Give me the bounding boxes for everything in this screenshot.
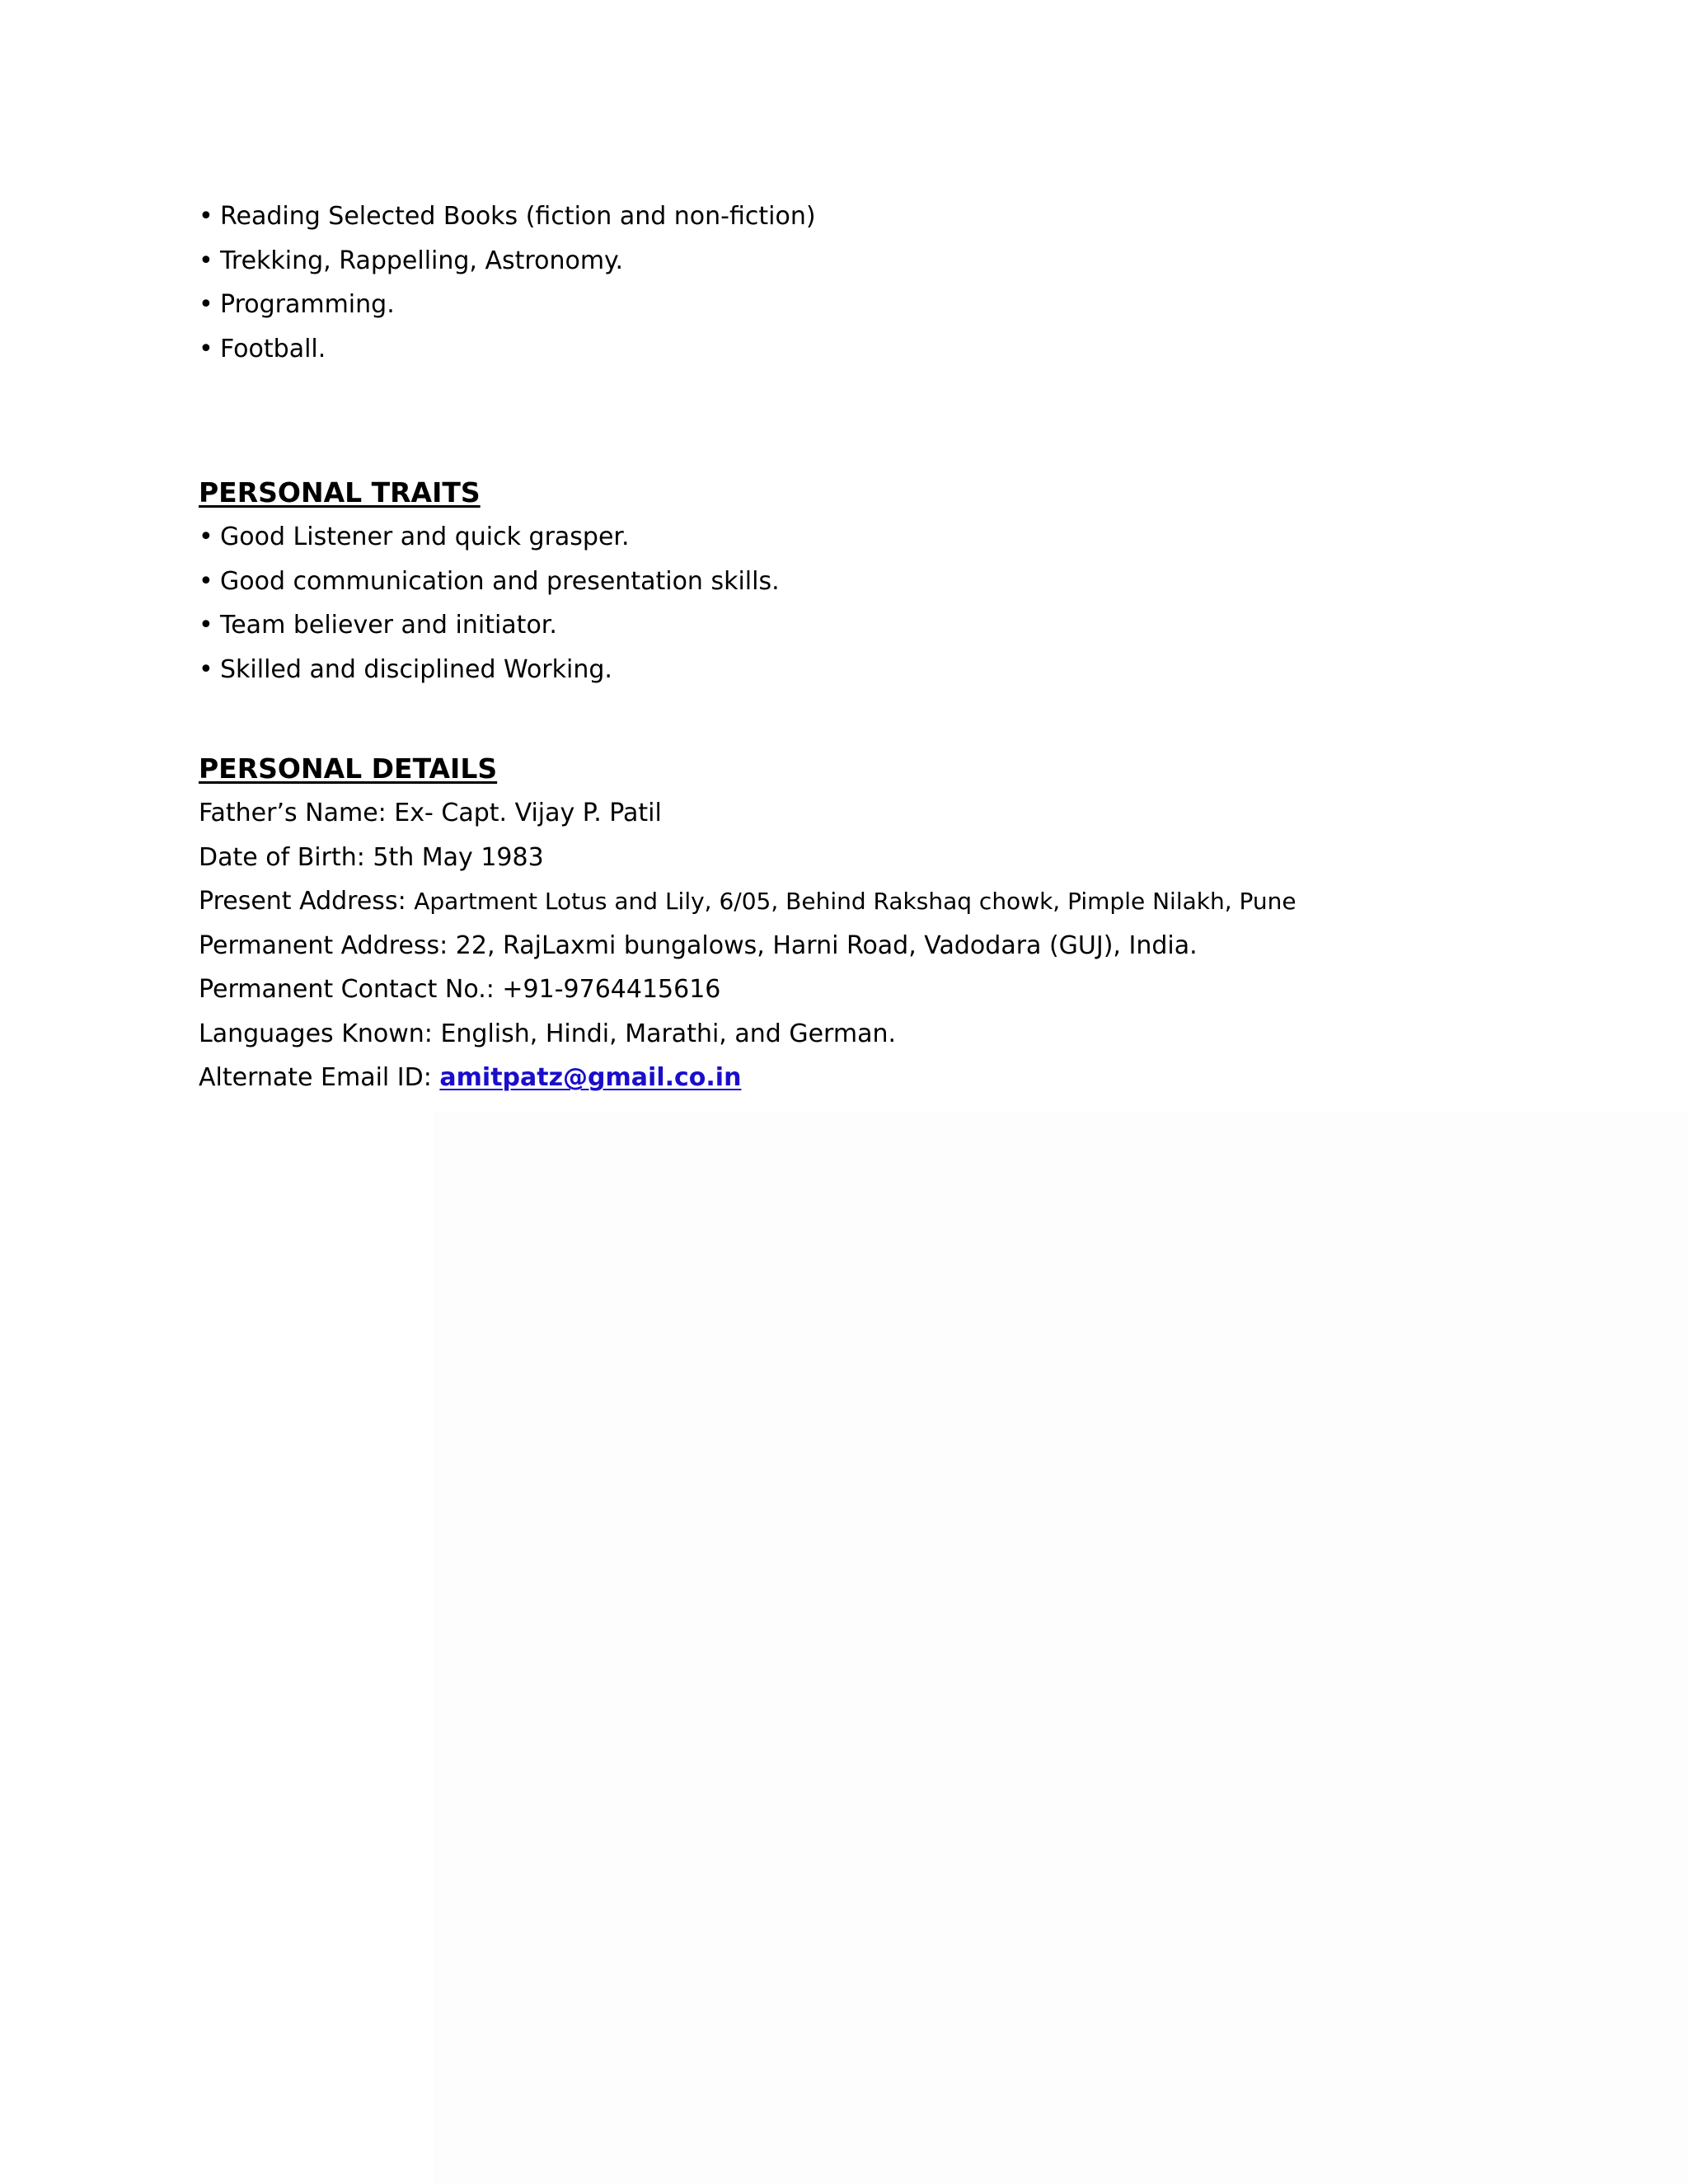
hobby-item: • Football. (199, 327, 1600, 372)
bullet-icon: • (199, 566, 213, 596)
present-address-value: Apartment Lotus and Lily, 6/05, Behind Rakshaq chowk, Pimple Nilakh, Pune (414, 888, 1296, 915)
resume-content (199, 194, 1600, 1100)
bullet-icon: • (199, 611, 213, 640)
hobby-item: • Programming. (199, 283, 1600, 327)
section-heading-personal-details: PERSONAL DETAILS (199, 752, 498, 785)
present-address-label: Present Address: (199, 887, 415, 916)
email-link[interactable]: amitpatz@gmail.co.in (439, 1063, 742, 1092)
bullet-icon: • (199, 654, 213, 684)
section-heading-personal-traits: PERSONAL TRAITS (199, 476, 481, 509)
bullet-icon: • (199, 523, 213, 551)
date-of-birth: Date of Birth: 5th May 1983 (199, 842, 544, 872)
languages-known: Languages Known: English, Hindi, Marathi, and German. (199, 1019, 897, 1048)
spacer (199, 371, 1600, 471)
trait-item: • Good Listener and quick grasper. (199, 515, 1600, 560)
trait-item: • Team believer and initiator. (199, 603, 1600, 648)
hobby-item: • Trekking, Rappelling, Astronomy. (199, 239, 1600, 284)
trait-item: • Good communication and presentation skills. (199, 560, 1600, 604)
personal-traits-section (199, 471, 1600, 691)
permanent-address: Permanent Address: 22, RajLaxmi bungalows, Harni Road, Vadodara (GUJ), India. (199, 930, 1198, 960)
contact-number: Permanent Contact No.: +91-9764415616 (199, 975, 721, 1004)
bullet-icon: • (199, 246, 213, 275)
bullet-icon: • (199, 334, 213, 363)
hobbies-list (199, 194, 1600, 371)
trait-item: • Skilled and disciplined Working. (199, 648, 1600, 692)
hobby-item: • Reading Selected Books (fiction and non-fiction) (199, 194, 1600, 239)
alternate-email (199, 1056, 1600, 1100)
present-address (199, 879, 1600, 924)
bullet-icon: • (199, 202, 213, 231)
page-shade (434, 1113, 1688, 2184)
bullet-icon: • (199, 290, 213, 319)
personal-details-section (199, 747, 1600, 1100)
spacer (199, 691, 1600, 747)
fathers-name: Father’s Name: Ex- Capt. Vijay P. Patil (199, 799, 662, 827)
email-label: Alternate Email ID: (199, 1063, 440, 1092)
